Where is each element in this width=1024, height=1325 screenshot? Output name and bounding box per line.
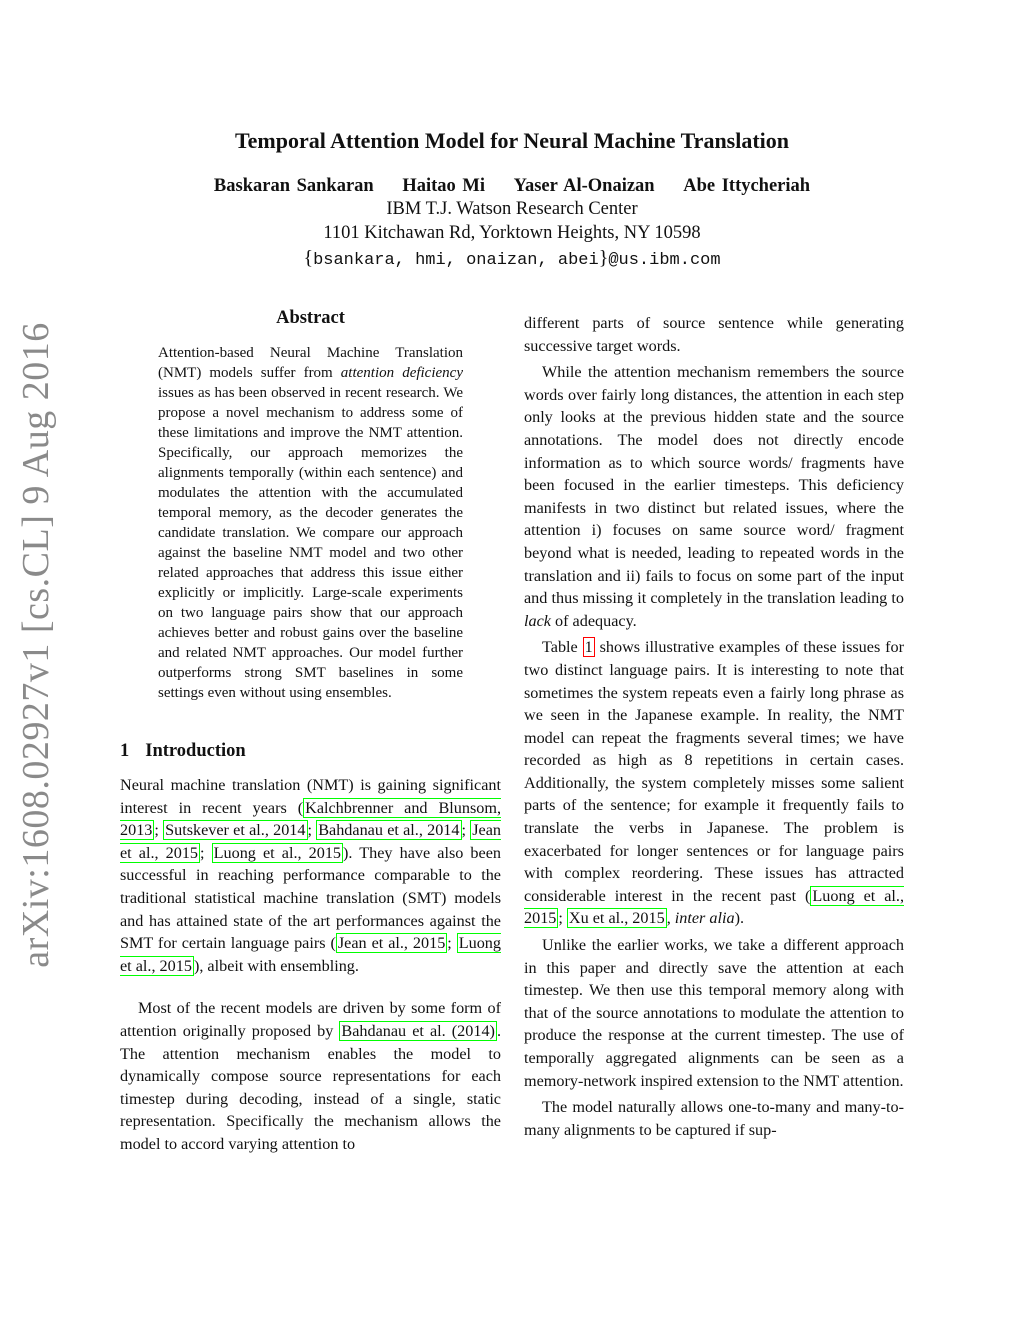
abstract-part: issues as has been observed in recent research. We propose a novel mechanism to address some of these limitations and improve the NMT attention. Specifically, our approach memorizes the alignments temporally (within each sentence) and modulates the attention with the accumulated temporal memory, as the decoder generates the candidate translation. We compare our approach against the baseline NMT model and two other related approaches that address this issue either explicitly or implicitly. Large-scale experiments on two language pairs show that our approach achieves better and robust gains over the baseline and related NMT approaches. Our model further outperforms strong SMT baselines in some settings even without using ensembles. (158, 385, 463, 701)
text-run: , (666, 909, 675, 928)
text-run: ). They have also been successful in reaching performance comparable to the traditional statistical machine translation (SMT) models and has attained state of the art performances against the SMT for certain language pairs ( (120, 843, 501, 953)
citation-link[interactable]: Jean et al., 2015 (120, 821, 501, 862)
right-paragraph-4: The model naturally allows one-to-many and many-to-many alignments to be captured if sup- (524, 1098, 904, 1139)
text-run: ; (447, 934, 457, 953)
email-brace-close: } (598, 247, 609, 269)
intro-paragraph-1 (120, 774, 501, 977)
text-run: ; (200, 843, 212, 862)
left-column (120, 308, 501, 1156)
address: 1101 Kitchawan Rd, Yorktown Heights, NY 10598 (323, 223, 701, 243)
citation-link[interactable]: Sutskever et al., 2014 (165, 821, 306, 840)
citation-link[interactable]: Jean et al., 2015 (337, 934, 446, 953)
section-number: 1 (120, 741, 130, 761)
abstract-heading: Abstract (276, 308, 345, 328)
text-run: ; (154, 821, 164, 840)
author-name: Abe Ittycheriah (683, 176, 811, 196)
citation-link[interactable]: Luong et al., 2015 (213, 843, 342, 862)
text-run: Table (542, 638, 583, 657)
intro-paragraph-2 (120, 997, 501, 1155)
text-run: Neural machine translation (NMT) is gaining significant interest in recent years ( (120, 776, 501, 817)
arxiv-sidebar (8, 322, 64, 968)
email-domain: @us.ibm.com (608, 251, 721, 270)
author-name: Yaser Al-Onaizan (513, 176, 655, 196)
right-paragraph-2 (524, 636, 904, 930)
right-paragraph-3: Unlike the earlier works, we take a different approach in this paper and directly save the attention at each timestep. We then use this temporal memory along with that of the source annotations to modulate the attention to produce the response at the current timestep. The use of temporally aggregated alignments can be seen as a memory-network inspired extension to the NMT attention. (524, 936, 904, 1090)
section-title: Introduction (145, 741, 246, 761)
right-column (524, 312, 904, 1141)
text-run: . The attention mechanism enables the model to dynamically compose source representations for each timestep during decoding, instead of a single, static representation. Specifically the mechanism allows the model to accord varying attention to (120, 1021, 501, 1153)
citation-link[interactable]: Kalchbrenner and Blunsom, 2013 (120, 798, 501, 840)
text-run: ; (461, 821, 471, 840)
text-run: Most of the recent models are driven by some form of attention originally proposed by (120, 999, 501, 1040)
section-heading-introduction (120, 741, 501, 762)
affiliation: IBM T.J. Watson Research Center (386, 199, 638, 219)
author-list (0, 176, 1024, 197)
right-paragraph-0: different parts of source sentence while generating successive target words. (524, 314, 904, 355)
table-reference-link[interactable]: 1 (584, 638, 593, 657)
abstract-emphasis: attention deficiency (340, 365, 463, 381)
emphasis: inter alia (674, 909, 735, 928)
email-brace-open: { (303, 247, 314, 269)
text-run: ). (734, 909, 745, 928)
citation-link[interactable]: Luong et al., 2015 (524, 886, 904, 928)
author-name: Haitao Mi (402, 176, 486, 196)
text-run: ), albeit with ensembling. (193, 956, 359, 975)
text-run: shows illustrative examples of these issues for two distinct language pairs. It is interesting to note that sometimes the system repeats even a fairly long phrase as we seen in the Japanese example. In reality, the NMT model can repeat the fragments several times; we have recorded as high as 8 repetitions in certain cases. Additionally, the system completely misses some salient parts of the sentence; for example it frequently fails to translate the verbs in Japanese. The problem is exacerbated for longer sentences or for language pairs with complex reordering. These issues has attracted considerable interest in the recent past ( (524, 638, 905, 905)
abstract-text (158, 343, 463, 703)
text-run: While the attention mechanism remembers the source words over fairly long distances, the attention in each step only looks at the previous hidden state and the source annotations. The model does not directly encode information as to which source words/ fragments have been focused in the earlier timesteps. This deficiency manifests in two distinct but related issues, where the attention i) focuses on same source word/ fragment beyond what is needed, leading to repeated words in the translation and ii) fails to focus on some part of the input and thus missing it completely in the translation leading to (524, 363, 904, 608)
author-name: Baskaran Sankaran (213, 176, 374, 196)
paper-header (0, 128, 1024, 274)
paragraph-gap (120, 977, 501, 997)
citation-link[interactable]: Bahdanau et al. (2014) (341, 1021, 495, 1040)
text-run: ; (307, 821, 317, 840)
email-line (0, 245, 1024, 274)
right-paragraph-1 (524, 361, 904, 632)
emphasis: lack (524, 611, 551, 630)
abstract-part: Attention-based Neural Machine Translation (NMT) models suffer from (158, 345, 463, 381)
email-names: bsankara, hmi, onaizan, abei (313, 251, 599, 270)
paper-title: Temporal Attention Model for Neural Machine Translation (234, 128, 790, 153)
citation-link[interactable]: Bahdanau et al., 2014 (318, 821, 460, 840)
citation-link[interactable]: Luong et al., 2015 (120, 934, 501, 975)
arxiv-identifier: arXiv:1608.02927v1 [cs.CL] 9 Aug 2016 (15, 322, 57, 968)
text-run: of adequacy. (550, 611, 637, 630)
text-run: ; (558, 909, 567, 928)
citation-link[interactable]: Xu et al., 2015 (568, 909, 665, 928)
